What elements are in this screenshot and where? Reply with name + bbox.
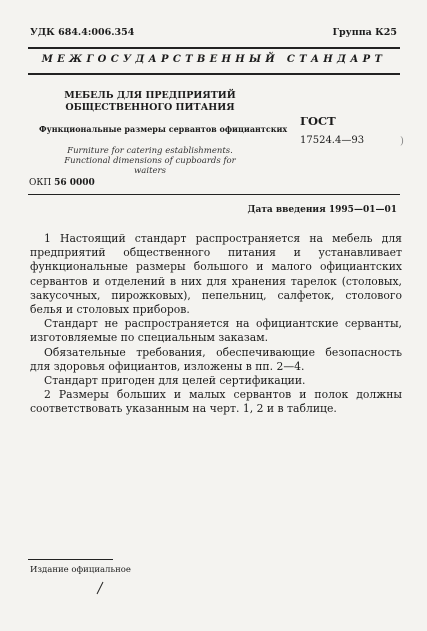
document-title: МЕБЕЛЬ ДЛЯ ПРЕДПРИЯТИЙ ОБЩЕСТВЕННОГО ПИТАНИЯ	[64, 90, 236, 113]
paragraph-1: 1 Настоящий стандарт распространяется на мебель для предприятий общественного питания и устанавливает функциональные размеры большого и малого официантских сервантов и отделений в них для хранения тарелок (столовых, закусочных, пирожковых), пепельниц, салфеток, столового белья и столовых приборов.	[30, 232, 402, 317]
pen-mark-icon	[94, 580, 106, 596]
paragraph-2: Стандарт не распространяется на официантские серванты, изготовляемые по специальным заказам.	[30, 317, 402, 345]
body-text	[30, 232, 402, 417]
introduction-date: Дата введения 1995—01—01	[247, 205, 397, 215]
paragraph-4: Стандарт пригоден для целей сертификации.	[44, 374, 306, 388]
okp-label: ОКП	[29, 178, 52, 188]
group-code: Группа К25	[332, 27, 397, 38]
official-edition-note: Издание официальное	[30, 565, 131, 575]
okp-rule	[28, 194, 400, 195]
english-title: Furniture for catering establishments. Functional dimensions of cupboards for waiters	[64, 146, 236, 176]
document-subtitle: Функциональные размеры сервантов официантских	[39, 124, 288, 134]
paragraph-5: 2 Размеры больших и малых сервантов и полок должны соответствовать указанным на черт. 1, 2 и в таблице.	[30, 388, 402, 416]
okp-line	[29, 178, 95, 188]
okp-code: 56 0000	[54, 178, 95, 188]
gost-label: ГОСТ	[300, 114, 336, 128]
bracket-mark: )	[400, 136, 404, 147]
top-rule	[28, 47, 400, 49]
gost-number: 17524.4—93	[300, 135, 365, 146]
paragraph-3: Обязательные требования, обеспечивающие безопасность для здоровья официантов, изложены в пп. 2—4.	[30, 345, 402, 373]
udk-code: УДК 684.4:006.354	[30, 27, 135, 38]
standard-title: МЕЖГОСУДАРСТВЕННЫЙ СТАНДАРТ	[41, 54, 387, 65]
title-rule	[28, 73, 400, 75]
footer-rule	[28, 559, 113, 560]
